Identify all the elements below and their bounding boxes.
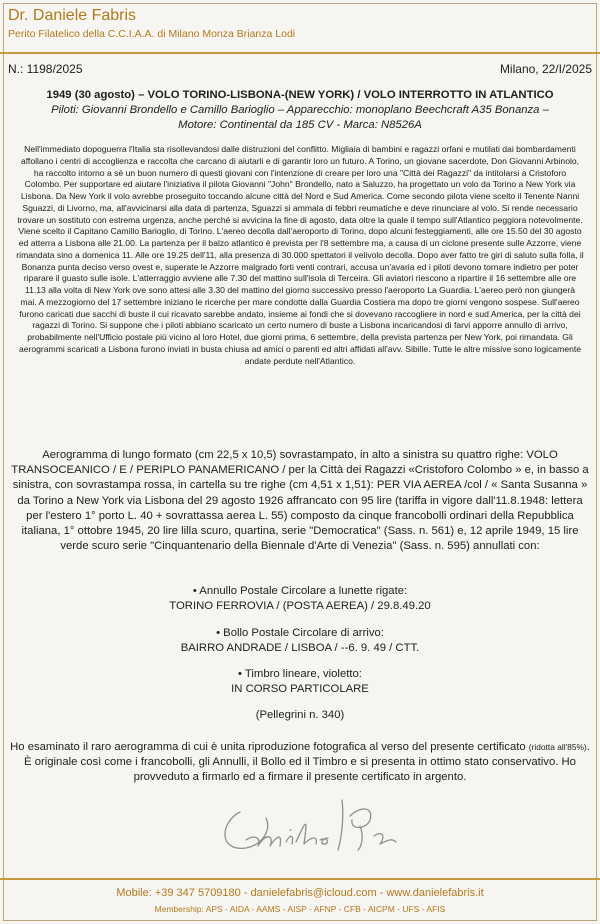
- certificate-number: N.: 1198/2025: [8, 62, 83, 76]
- postmark-detail-2: BAIRRO ANDRADE / LISBOA / --6. 9. 49 / CTT.: [180, 641, 420, 654]
- postmark-heading-2: • Bollo Postale Circolare di arrivo:: [216, 626, 384, 639]
- contact-info: Mobile: +39 347 5709180 - danielefabris@icloud.com - www.danielefabris.it: [116, 887, 484, 899]
- membership-info: Membership: APS - AIDA - AAMS - AISP - AFNP - CFB - AICPM - UFS - AFIS: [154, 904, 446, 914]
- catalog-reference: (Pellegrini n. 340): [255, 708, 345, 721]
- handwritten-signature: [210, 790, 420, 865]
- postmark-detail-3: IN CORSO PARTICOLARE: [231, 683, 369, 696]
- title-block: [6, 88, 594, 133]
- expert-name: Dr. Daniele Fabris: [8, 7, 137, 24]
- closing-part-1: Ho esaminato il raro aerogramma di cui è unita riproduzione fotografica al verso del presente certificato: [10, 741, 529, 753]
- expert-subtitle: Perito Filatelico della C.C.I.A.A. di Milano Monza Brianza Lodi: [8, 28, 296, 40]
- closing-paragraph: [8, 740, 592, 785]
- letterhead: [8, 6, 295, 40]
- reduction-note: (ridotta all'85%): [528, 742, 587, 752]
- postmark-heading-3: • Timbro lineare, violetto:: [238, 668, 362, 681]
- closing-part-2: . È originale così come i francobolli, gli Annulli, il Bollo ed il Timbro e si presenta in ottimo stato conservativo. Ho provveduto a firmarlo ed a firmare il presente certificato in argento.: [24, 741, 590, 783]
- engine-line: Motore: Continental da 185 CV - Marca: N8526A: [178, 119, 422, 131]
- place-date: Milano, 22/I/2025: [499, 62, 592, 76]
- flight-title: 1949 (30 agosto) – VOLO TORINO-LISBONA-(NEW YORK) / VOLO INTERROTTO IN ATLANTICO: [46, 89, 554, 101]
- reference-line: [8, 62, 592, 78]
- header-divider: [0, 52, 600, 54]
- postmark-detail-1: TORINO FERROVIA / (POSTA AEREA) / 29.8.49.20: [169, 600, 431, 613]
- history-paragraph: Nell'immediato dopoguerra l'Italia sta risollevandosi dalle distruzioni del conflitto. Migliaia di bambini e ragazzi orfani e mutilati dai bombardamenti affollano i centri di accoglienza e raccolta che carcano di aiutarli e di garantir loro un futuro. A Torino, un giovane sacerdote, Don Giovanni Arbinolo, ha raccolto intorno a sé un buon numero di questi giovani con l'intenzione di creare per loro una "Città dei Ragazzi" da intitolarsi a Cristoforo Colombo. Per supportare ed aiutare l'iniziativa il pilota Giovanni "John" Brondello, nato a Saluzzo, ha progettato un volo da Torino a New York via Lisbona. Da New York il volo avrebbe proseguito toccando alcune città del Nord e Sud America. Come secondo pilota viene scelto il Tenente Nanni Sguazzi, di Livorno, ma, all'avvicinarsi alla data di partenza, Sguazzi si ammala di febbri reumatiche e deve rinunciare al volo. Si rende necessario trovare un sostituto con estrema urgenza, anche perché si avvicina la fine di agosto, data oltre la quale il tempo sull'Atlantico peggiora notevolmente. Viene scelto il Capitano Camillo Barioglio, di Torino. L'aereo decolla dall'aeroporto di Torino, dopo alcuni festeggiamenti, alle ore 15.50 del 30 agosto ed atterra a Lisbona alle 21.00. La partenza per il balzo atlantico è prevista per l'8 settembre ma, a causa di un ciclone presente sulle Azzorre, viene rimandata sino a domenica 11. Alle ore 19.25 dell'11, alla presenza di 30.000 spettatori il velivolo decolla. Dopo aver fatto tre giri di saluto sulla folla, il Bonanza punta deciso verso ovest e, superate le Azzorre malgrado forti venti contrari, accusa un'avaria ed i piloti devono tornare indietro per poter riparare il guasto sulle isole. L'atterraggio avviene alle 7.30 del mattino sull'isola di Terceira. Gli aviatori riescono a ripartire il 16 settembre alle ore 11.13 alla volta di New York ove sono attesi alle 3.30 del mattino del giorno successivo presso l'aeroporto La Guardia. L'aereo però non giungerà mai. A mezzogiorno del 17 settembre iniziano le ricerche per mare condotte dalla Guardia Costiera ma dopo tre giorni vengono sospese. Sull'aereo furono caricati due sacchi di buste il cui ricavato sarebbe andato, insieme ai fondi che si dovevano raccogliere in nord e sud America, per la città dei ragazzi di Torino. Si suppone che i piloti abbiano scaricato un certo numero di buste a Lisbona incaricandosi di farvi apporre annullo di arrivo, probabilmente nell'Ufficio postale più vicino al loro Hotel, due giorni prima, 6 settembre, della prevista partenza per New York, poi rimandata. Gli aerogrammi scaricati a Lisbona furono inviati in busta chiusa ad amici o parenti ed altri affidati all'avv. Sibille. Tutte le altre missive sono logicamente andate perdute nell'Atlantico.: [16, 144, 584, 366]
- postmark-list: [20, 584, 580, 723]
- footer: [0, 886, 600, 916]
- description-paragraph: Aerogramma di lungo formato (cm 22,5 x 10,5) sovrastampato, in alto a sinistra su quattro righe: VOLO TRANSOCEANICO / E / PERIPLO PANAMERICANO / per la Città dei Ragazzi «Cristoforo Colombo » e, in basso a sinistra, con sovrastampa rossa, in cartella su tre righe (cm 4,51 x 1,51): PER VIA AEREA /col / « Santa Susanna » da Torino a New York via Lisbona del 29 agosto 1926 affrancato con 95 lire (tariffa in vigore dall'11.8.1948: lettera per l'estero 1° porto L. 40 + sovrattassa aerea L. 55) composto da cinque francobolli ordinari della Repubblica italiana, 1° ottobre 1945, 20 lire lilla scuro, quartina, serie "Democratica" (Sass. n. 561) e, 12 aprile 1949, 15 lire verde scuro serie "Cinquantenario della Biennale d'Arte di Venezia" (Sass. n. 595) annullati con:: [11, 449, 589, 553]
- postmark-heading-1: • Annullo Postale Circolare a lunette rigate:: [192, 585, 408, 597]
- footer-divider: [0, 878, 600, 880]
- pilots-line: Piloti: Giovanni Brondello e Camillo Barioglio – Apparecchio: monoplano Beechcraft A35 Bonanza –: [51, 104, 549, 116]
